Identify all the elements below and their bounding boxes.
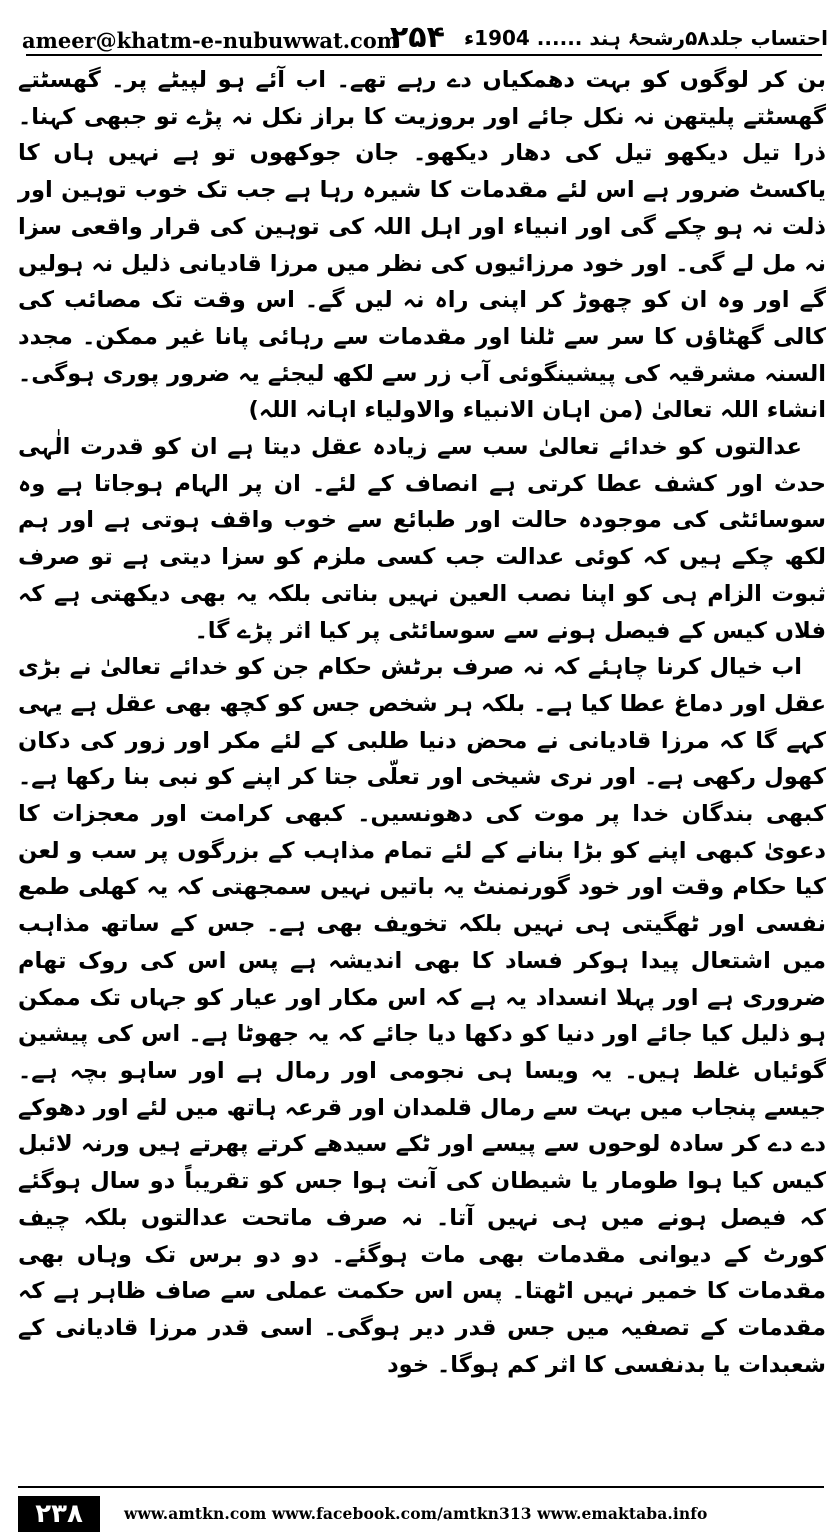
header-email: ameer@khatm-e-nubuwwat.com [22,28,400,53]
footer-divider [18,1486,824,1488]
page-footer [8,1486,834,1536]
body-text [18,62,826,1383]
paragraph-1: بن کر لوگوں کو بہت دھمکیاں دے رہے تھے۔ اب آئے ہو لپیٹے پر۔ گھسٹتے گھسٹتے پلیتھن نہ نکل جائے اور بروزیت کا براز نکل نہ پڑے تو جبھی کہنا۔ ذرا تیل دیکھو تیل کی دھار دیکھو۔ جان جوکھوں تو ہے نہیں ہاں کا یاکسٹ ضرور ہے اس لئے مقدمات کا شیرہ رہا ہے جب تک خوب توہین اور ذلت نہ ہو چکے گی اور انبیاء اور اہل اللہ کی توہین کی قرار واقعی سزا نہ مل لے گی۔ اور خود مرزائیوں کی نظر میں مرزا قادیانی ذلیل نہ ہولیں گے اور وہ ان کو چھوڑ کر اپنی راہ نہ لیں گے۔ اس وقت تک مصائب کی کالی گھٹاؤں کا سر سے ٹلنا اور مقدمات سے رہائی پانا غیر ممکن۔ مجدد السنہ مشرقیہ کی پیشینگوئی آب زر سے لکھ لیجئے یہ ضرور پوری ہوگی۔ انشاء اللہ تعالیٰ (من اہان الانبیاء والاولیاء اہانہ اللہ) [18,67,826,424]
footer-links: www.amtkn.com www.facebook.com/amtkn313 www.emaktaba.info [124,1504,708,1523]
page-header [8,6,832,56]
footer-page-number: ۲۳۸ [18,1496,100,1532]
header-divider [26,54,822,56]
paragraph-2: عدالتوں کو خدائے تعالیٰ سب سے زیادہ عقل دیتا ہے ان کو قدرت الٰہی حدث اور کشف عطا کرتی ہے انصاف کے لئے۔ ان پر الہام ہوجاتا ہے وہ سوسائٹی کی موجودہ حالت اور طبائع سے خوب واقف ہوتی ہے اور ہم لکھ چکے ہیں کہ کوئی عدالت جب کسی ملزم کو سزا دیتی ہے تو صرف ثبوت الزام ہی کو اپنا نصب العین نہیں بناتی بلکہ یہ بھی دیکھتی ہے کہ فلاں کیس کے فیصل ہونے سے سوسائٹی پر کیا اثر پڑے گا۔ [18,434,826,644]
header-title: احتساب جلد۵۸رشحۂ ہند ...... 1904ء [463,26,828,50]
paragraph-3: اب خیال کرنا چاہئے کہ نہ صرف برٹش حکام جن کو خدائے تعالیٰ نے بڑی عقل اور دماغ عطا کیا ہے۔ بلکہ ہر شخص جس کو کچھ بھی عقل ہے یہی کہے گا کہ مرزا قادیانی نے محض دنیا طلبی کے لئے مکر اور زور کی دکان کھول رکھی ہے۔ اور نری شیخی اور تعلّی جتا کر اپنے کو نبی بنا رکھا ہے۔ کبھی بندگان خدا پر موت کی دھونسیں۔ کبھی کرامت اور معجزات کا دعویٰ کبھی اپنے کو بڑا بنانے کے لئے تمام مذاہب کے بزرگوں پر سب و لعن کیا حکام وقت اور خود گورنمنٹ یہ باتیں نہیں سمجھتی کہ یہ کھلی طمع نفسی اور ٹھگیتی ہی نہیں بلکہ تخویف بھی ہے۔ جس کے ساتھ مذاہب میں اشتعال پیدا ہوکر فساد کا بھی اندیشہ ہے پس اس کی روک تھام ضروری ہے اور پہلا انسداد یہ ہے کہ اس مکار اور عیار کو جہاں تک ممکن ہو ذلیل کیا جائے اور دنیا کو دکھا دیا جائے کہ یہ جھوٹا ہے۔ اس کی پیشین گوئیاں غلط ہیں۔ یہ ویسا ہی نجومی اور رمال ہے اور ساہو بچہ ہے۔ جیسے پنجاب میں بہت سے رمال قلمدان اور قرعہ ہاتھ میں لئے اور دھوکے دے دے کر سادہ لوحوں سے پیسے اور ٹکے سیدھے کرتے پھرتے ہیں ورنہ لائبل کیس کیا ہوا طومار یا شیطان کی آنت ہوا جس کو تقریباً دو سال ہوگئے کہ فیصل ہونے میں ہی نہیں آتا۔ نہ صرف ماتحت عدالتوں بلکہ چیف کورٹ کے دیوانی مقدمات بھی مات ہوگئے۔ دو دو برس تک وہاں بھی مقدمات کا خمیر نہیں اٹھتا۔ پس اس حکمت عملی سے صاف ظاہر ہے کہ مقدمات کے تصفیہ میں جس قدر دیر ہوگی۔ اسی قدر مرزا قادیانی کے شعبدات یا بدنفسی کا اثر کم ہوگا۔ خود [18,654,826,1378]
header-page-number: ۲۵۴ [390,20,445,55]
